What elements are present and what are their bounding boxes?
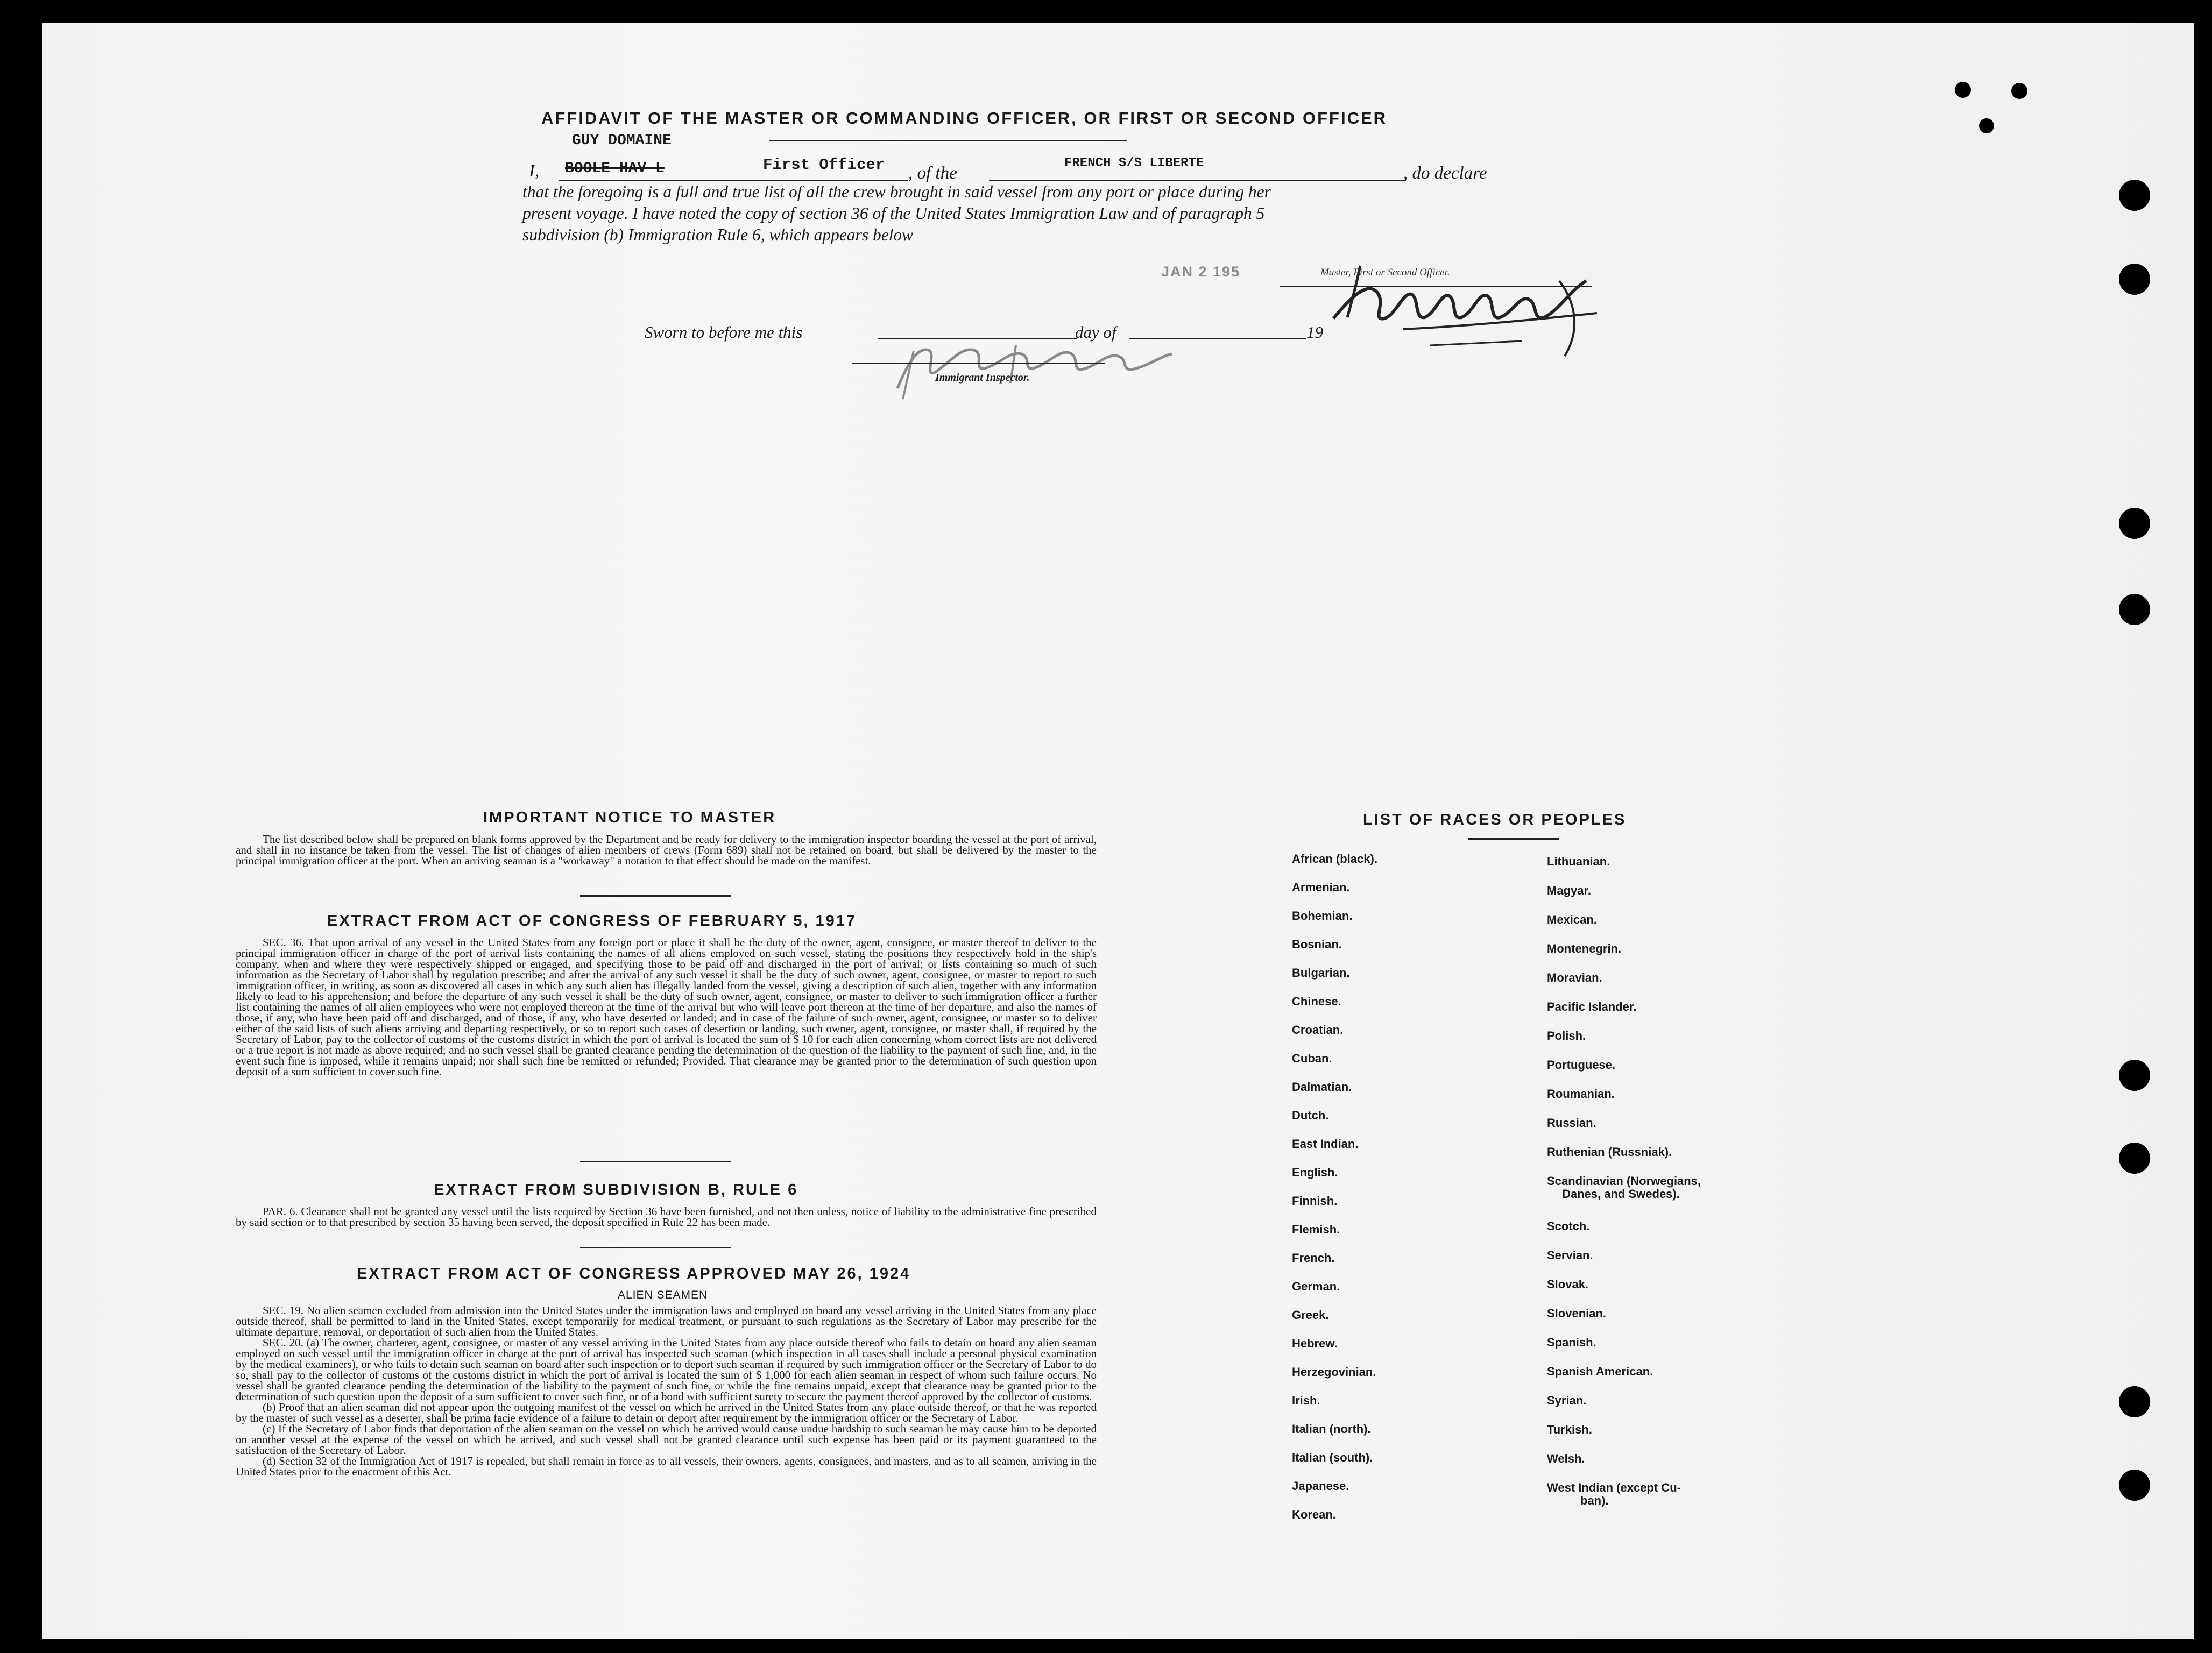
races-column-1	[1292, 852, 1507, 1551]
race-item: Ruthenian (Russniak).	[1547, 1145, 1672, 1159]
race-item: Italian (south).	[1292, 1451, 1373, 1464]
race-item: Italian (north).	[1292, 1422, 1371, 1436]
race-item: Portuguese.	[1547, 1058, 1616, 1072]
race-item: Mexican.	[1547, 913, 1597, 926]
day-of-label: day of	[1075, 323, 1116, 342]
race-item: Scandinavian (Norwegians,	[1547, 1174, 1701, 1188]
statement-line-2: present voyage. I have noted the copy of section 36 of the United States Immigration Law and of paragraph 5	[522, 204, 1265, 223]
race-item: Roumanian.	[1547, 1087, 1615, 1101]
rule-6-title: EXTRACT FROM SUBDIVISION B, RULE 6	[434, 1181, 798, 1198]
race-item: Korean.	[1292, 1508, 1336, 1521]
race-item: Moravian.	[1547, 971, 1602, 984]
divider	[580, 1161, 731, 1162]
race-item: Dutch.	[1292, 1109, 1329, 1122]
race-item: Spanish American.	[1547, 1365, 1653, 1378]
races-title: LIST OF RACES OR PEOPLES	[1363, 811, 1627, 828]
date-stamp: JAN 2 195	[1161, 264, 1241, 280]
notice-title: IMPORTANT NOTICE TO MASTER	[483, 809, 776, 826]
race-item: Hebrew.	[1292, 1337, 1338, 1350]
statement-line-1: that the foregoing is a full and true list of all the crew brought in said vessel from any port or place during her	[522, 182, 1271, 201]
year-prefix: 19	[1306, 323, 1323, 342]
punch-hole	[2119, 264, 2150, 295]
alien-seamen-subtitle: ALIEN SEAMEN	[618, 1289, 708, 1301]
race-item: Magyar.	[1547, 884, 1591, 897]
section-20d-paragraph: (d) Section 32 of the Immigration Act of 1917 is repealed, but shall remain in force as to all vessels, their owners, agents, consignees, and masters, and as to all seamen, arriving in the United States prior to the enactment of this Act.	[236, 1455, 1097, 1478]
punch-hole	[2119, 594, 2150, 625]
punch-hole	[2119, 1060, 2150, 1091]
race-item: Syrian.	[1547, 1394, 1587, 1407]
section-19-paragraph: SEC. 19. No alien seamen excluded from admission into the United States under the immigration laws and employed on board any vessel arriving in the United States from any place outside thereof, shall be permitted to land in the United States, except temporarily for medical treatment, or pursuant to such regulations as the Secretary of Labor may prescribe for the ultimate departure, removal, or deportation of such alien from the United States.	[236, 1304, 1097, 1338]
race-item: Polish.	[1547, 1029, 1586, 1042]
race-item: Dalmatian.	[1292, 1080, 1352, 1094]
sworn-label: Sworn to before me this	[645, 323, 803, 342]
paragraph-6: PAR. 6. Clearance shall not be granted any vessel until the lists required by Section 36 have been furnished, and not then unless, notice of liability to the administrative fine prescribed by said section or to that prescribed by section 35 having been served, the deposit specified in Rule 22 has been made.	[236, 1205, 1097, 1229]
punch-hole	[2119, 1143, 2150, 1174]
extract-1917-text	[236, 937, 1097, 1077]
race-item: African (black).	[1292, 852, 1377, 865]
race-item: French.	[1292, 1251, 1335, 1265]
punch-hole	[1979, 118, 1994, 133]
race-item: Danes, and Swedes).	[1562, 1187, 1680, 1201]
punch-hole	[2119, 180, 2150, 211]
race-item: West Indian (except Cu-	[1547, 1481, 1681, 1494]
inspector-signature	[881, 329, 1183, 405]
race-item: German.	[1292, 1280, 1340, 1293]
signature-caption: Master, First or Second Officer.	[1320, 267, 1450, 278]
divider	[580, 895, 731, 897]
punch-hole	[2119, 1470, 2150, 1501]
races-column-2	[1547, 855, 1784, 1554]
race-item: Bosnian.	[1292, 938, 1342, 951]
vessel-rule	[989, 180, 1406, 181]
section-20c-paragraph: (c) If the Secretary of Labor finds that deportation of the alien seaman on the vessel on which he arrived would cause undue hardship to such seaman he may cause him to be deported on another vessel at the expense of the vessel on which he arrived, and such vessel shall not be granted clearance until such expense has been paid or its payment guaranteed to the satisfaction of the Secretary of Labor.	[236, 1422, 1097, 1457]
race-item: Slovak.	[1547, 1278, 1589, 1291]
rule-6-text	[236, 1206, 1097, 1228]
race-item: Russian.	[1547, 1116, 1596, 1130]
typed-name: GUY DOMAINE	[572, 132, 672, 149]
race-item: Scotch.	[1547, 1219, 1590, 1233]
extract-1924-title: EXTRACT FROM ACT OF CONGRESS APPROVED MAY 26, 1924	[357, 1265, 911, 1282]
race-item: Spanish.	[1547, 1336, 1596, 1349]
extract-1917-title: EXTRACT FROM ACT OF CONGRESS OF FEBRUARY 5, 1917	[327, 912, 857, 930]
race-item: Greek.	[1292, 1308, 1329, 1322]
notice-text	[236, 834, 1097, 866]
race-item: Armenian.	[1292, 881, 1350, 894]
of-the-label: , of the	[908, 164, 957, 183]
punch-hole	[1955, 82, 1971, 98]
inspector-rule	[852, 363, 1105, 364]
affidavit-title: AFFIDAVIT OF THE MASTER OR COMMANDING OFFICER, OR FIRST OR SECOND OFFICER	[541, 109, 1388, 127]
race-item: Croatian.	[1292, 1023, 1344, 1037]
race-item: Bulgarian.	[1292, 966, 1350, 980]
race-item: Pacific Islander.	[1547, 1000, 1637, 1013]
name-rule	[769, 140, 1127, 141]
race-item: Herzegovinian.	[1292, 1365, 1376, 1379]
do-declare-label: , do declare	[1403, 164, 1487, 183]
race-item: Flemish.	[1292, 1223, 1340, 1236]
extract-1924-text	[236, 1305, 1097, 1477]
vessel-field: FRENCH S/S LIBERTE	[1064, 156, 1204, 171]
punch-hole	[2119, 1386, 2150, 1417]
race-item: Japanese.	[1292, 1479, 1349, 1493]
divider	[580, 1247, 731, 1248]
document-page	[42, 23, 2194, 1639]
signature-rule	[1280, 286, 1592, 287]
race-item: Slovenian.	[1547, 1307, 1607, 1320]
section-20a-paragraph: SEC. 20. (a) The owner, charterer, agent, consignee, or master of any vessel arriving in the United States from any place outside thereof who fails to detain on board any alien seaman employed on such vessel until the immigration officer in charge at the port of arrival has inspected such seaman (which inspection in all cases shall include a personal physical examination by the medical examiners), or who fails to detain such seaman on board after such inspection or to deport such seaman if required by such immigration officer or the Secretary of Labor to do so, shall pay to the collector of customs of the customs district in which the port of arrival is located the sum of $ 1,000 for each alien seaman in respect of whom such failure occurs. No vessel shall be granted clearance pending the determination of the liability to the payment of such fine, or while the fine remains unpaid, except that clearance may be granted prior to the determination of such question upon the deposit of a sum sufficient to cover such fine, or of a bond with sufficient surety to secure the payment thereof approved by the collector of customs.	[236, 1336, 1097, 1403]
race-item: Bohemian.	[1292, 909, 1353, 923]
struck-name: BOOLE HAV L	[565, 160, 665, 177]
section-36-paragraph: SEC. 36. That upon arrival of any vessel in the United States from any foreign port or place it shall be the duty of the owner, agent, consignee, or master thereof to deliver to the principal immigration officer in charge of the port of arrival lists containing the names of all aliens employed on such vessel, stating the positions they respectively hold in the ship's company, when and where they were respectively shipped or engaged, and specifying those to be paid off and discharged in the port of arrival; or lists containing so much of such information as the Secretary of Labor shall by regulation prescribe; and after the arrival of any such vessel it shall be the duty of such owner, agent, consignee, or master to report to such immigration officer, in writing, as soon as discovered all cases in which any such alien has illegally landed from the vessel, giving a description of such alien, together with any information likely to lead to his apprehension; and before the departure of any such vessel it shall be the duty of such owner, agent, consignee, or master to deliver to such immigration officer a further list containing the names of all alien employees who were not employed thereon at the time of the arrival but who will leave port thereon at the time of her departure, and also the names of those, if any, who have been paid off and discharged, and of those, if any, who have deserted or landed; and in case of the failure of such owner, agent, consignee, or master so to deliver either of the said lists of such aliens arriving and departing respectively, or so to report such cases of desertion or landing, such owner, agent, consignee, or master shall, if required by the Secretary of Labor, pay to the collector of customs of the customs district in which the port of arrival is located the sum of $ 10 for each alien concerning whom correct lists are not delivered or a true report is not made as above required; and no such vessel shall be granted clearance pending the determination of the question of the liability to the payment of such fine, and, in the event such fine is imposed, while it remains unpaid; nor shall such fine be remitted or refunded; Provided. That clearance may be granted prior to the determination of such question upon deposit of a sum sufficient to cover such fine.	[236, 936, 1097, 1078]
race-item: Cuban.	[1292, 1052, 1332, 1065]
section-20b-paragraph: (b) Proof that an alien seaman did not appear upon the outgoing manifest of the vessel on which he arrived in the United States from any place outside thereof, or that he was reported by the master of such vessel as a deserter, shall be prima facie evidence of a failure to detain or deport after requirement by the immigration officer or the Secretary of Labor.	[236, 1401, 1097, 1424]
race-item: Irish.	[1292, 1394, 1320, 1407]
punch-hole	[2011, 83, 2027, 99]
race-item: Servian.	[1547, 1248, 1593, 1262]
master-signature	[1296, 227, 1629, 367]
rank-field: First Officer	[763, 156, 885, 174]
i-label: I,	[529, 161, 540, 181]
race-item: Finnish.	[1292, 1194, 1338, 1208]
races-rule	[1468, 838, 1559, 840]
race-item: Chinese.	[1292, 995, 1341, 1008]
race-item: Lithuanian.	[1547, 855, 1610, 868]
race-item: East Indian.	[1292, 1137, 1359, 1151]
inspector-caption: Immigrant Inspector.	[935, 372, 1030, 384]
race-item: English.	[1292, 1166, 1338, 1179]
race-item: Montenegrin.	[1547, 942, 1622, 955]
race-item: Turkish.	[1547, 1423, 1592, 1436]
rank-rule	[559, 180, 908, 181]
punch-hole	[2119, 508, 2150, 539]
statement-line-3: subdivision (b) Immigration Rule 6, which appears below	[522, 225, 914, 244]
race-item: Welsh.	[1547, 1452, 1585, 1465]
notice-paragraph: The list described below shall be prepared on blank forms approved by the Department and be ready for delivery to the immigration inspector boarding the vessel at the port of arrival, and shall in no instance be taken from the vessel. The list of changes of alien members of crews (Form 689) shall not be retained on board, but shall be delivered by the master to the principal immigration officer at the port. When an arriving seaman is a "workaway" a notation to that effect should be made on the manifest.	[236, 833, 1097, 867]
race-item: ban).	[1580, 1494, 1609, 1507]
